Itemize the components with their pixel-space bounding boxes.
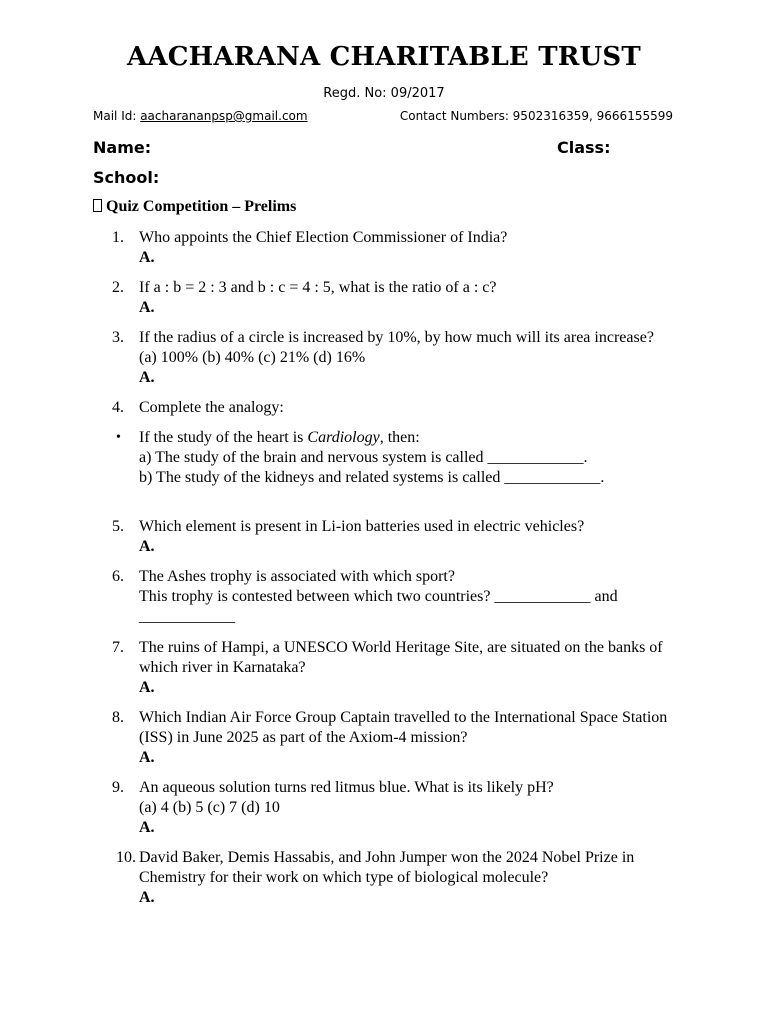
answer-label: A. xyxy=(139,299,155,316)
answer-label: A. xyxy=(139,679,155,696)
class-label: Class: xyxy=(557,138,611,157)
registration-number: Regd. No: 09/2017 xyxy=(323,86,445,101)
mail-label: Mail Id: xyxy=(93,109,141,123)
question-number: 6. xyxy=(112,568,124,585)
answer-label: A. xyxy=(139,749,155,766)
analogy-prompt xyxy=(139,428,684,448)
question-number: 8. xyxy=(112,709,124,726)
question-text-line-2: which river in Karnataka? xyxy=(139,659,306,676)
analogy-prompt-start: If the study of the heart is xyxy=(139,429,308,446)
analogy-term: Cardiology xyxy=(307,429,380,446)
question-options: (a) 100% (b) 40% (c) 21% (d) 16% xyxy=(139,349,366,366)
question-text: If the radius of a circle is increased by 10%, by how much will its area increase? xyxy=(139,329,654,346)
question-text-line-2: This trophy is contested between which two countries? ____________ and xyxy=(139,588,618,605)
question-text: The Ashes trophy is associated with which sport? xyxy=(139,568,455,585)
question-text: David Baker, Demis Hassabis, and John Jumper won the 2024 Nobel Prize in xyxy=(139,849,635,866)
bullet-icon: • xyxy=(116,430,121,445)
question-text-line-2: Chemistry for their work on which type of biological molecule? xyxy=(139,869,549,886)
analogy-line-a: a) The study of the brain and nervous system is called ____________. xyxy=(139,449,588,466)
question-number: 5. xyxy=(112,518,124,535)
question-number: 1. xyxy=(112,229,124,246)
school-label: School: xyxy=(93,168,160,187)
question-text: Which Indian Air Force Group Captain travelled to the International Space Station xyxy=(139,709,668,726)
email-link[interactable]: aacharananpsp@gmail.com xyxy=(140,109,308,123)
question-number: 9. xyxy=(112,779,124,796)
question-number: 3. xyxy=(112,329,124,346)
answer-label: A. xyxy=(139,819,155,836)
section-heading-text: Quiz Competition – Prelims xyxy=(106,198,297,215)
question-text: The ruins of Hampi, a UNESCO World Heritage Site, are situated on the banks of xyxy=(139,639,663,656)
answer-label: A. xyxy=(139,249,155,266)
answer-label: A. xyxy=(139,538,155,555)
answer-label: A. xyxy=(139,889,155,906)
question-text: If a : b = 2 : 3 and b : c = 4 : 5, what is the ratio of a : c? xyxy=(139,279,497,296)
question-text-line-3: ____________ xyxy=(139,608,235,625)
question-text: Which element is present in Li-ion batteries used in electric vehicles? xyxy=(139,518,585,535)
section-heading xyxy=(93,198,296,216)
analogy-line-b: b) The study of the kidneys and related systems is called ____________. xyxy=(139,469,605,486)
question-text-line-2: (ISS) in June 2025 as part of the Axiom-4 mission? xyxy=(139,729,468,746)
analogy-prompt-end: , then: xyxy=(379,429,420,446)
question-text: Who appoints the Chief Election Commissioner of India? xyxy=(139,229,508,246)
contact-numbers: Contact Numbers: 9502316359, 9666155599 xyxy=(399,109,673,123)
question-number: 7. xyxy=(112,639,124,656)
mail-id xyxy=(93,109,308,123)
question-text: Complete the analogy: xyxy=(139,399,284,416)
question-text: An aqueous solution turns red litmus blue. What is its likely pH? xyxy=(139,779,554,796)
question-number: 2. xyxy=(112,279,124,296)
question-number: 10. xyxy=(116,849,136,866)
question-number: 4. xyxy=(112,399,124,416)
name-label: Name: xyxy=(93,138,152,157)
checkbox-icon xyxy=(93,199,102,212)
answer-label: A. xyxy=(139,369,155,386)
trust-title: AACHARANA CHARITABLE TRUST xyxy=(127,42,641,72)
question-options: (a) 4 (b) 5 (c) 7 (d) 10 xyxy=(139,799,280,816)
